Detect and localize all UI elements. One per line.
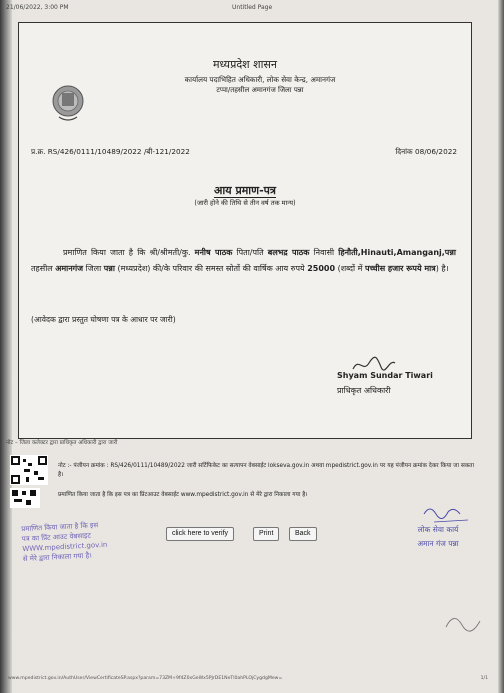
print-button[interactable]: Print xyxy=(253,527,279,541)
attestation-stamp-right: लोक सेवा कार्य अमान गंज पन्ना xyxy=(417,525,459,548)
reference-number: प्र.क्र. RS/426/0111/10489/2022 /बी-121/2022 xyxy=(31,147,190,156)
office-line: कार्यालय पदाभिहित अधिकारी, लोक सेवा केन्द्र, अमानगंज xyxy=(184,75,336,84)
barcode-icon xyxy=(10,488,40,508)
certificate xyxy=(18,22,472,439)
issuer-caption: नोट – जिला कलेक्टर द्वारा प्राधिकृत अधिकारी द्वारा जारी xyxy=(6,440,118,446)
back-button[interactable]: Back xyxy=(289,527,317,541)
print-url: www.mpedistrict.gov.in/AuthUser/ViewCertificateSP.aspx?param=73ZM+9f4Z0xGeWx5PJrDE1NeTl0ahPLOjCygdgMew= xyxy=(8,676,283,681)
validity-note: (जारी होने की तिथि से तीन वर्ष तक मान्य) xyxy=(194,199,296,207)
print-datetime: 21/06/2022, 3:00 PM xyxy=(6,4,69,11)
print-page-title: Untitled Page xyxy=(232,4,273,11)
applicant-name: मनीष पाठक xyxy=(194,248,233,257)
scan-shadow xyxy=(0,0,12,693)
handwritten-mark xyxy=(440,605,490,635)
verify-button[interactable]: click here to verify xyxy=(166,527,234,541)
income-amount: 25000 xyxy=(307,264,336,273)
qr-code-icon xyxy=(10,455,48,485)
declaration: (आवेदक द्वारा प्रस्तुत घोषणा पत्र के आधार पर जारी) xyxy=(31,315,176,324)
district: पन्ना xyxy=(103,264,115,273)
page-number: 1/1 xyxy=(480,676,488,681)
issue-date: दिनांक 08/06/2022 xyxy=(395,147,457,156)
printout-note: प्रमाणित किया जाता है कि इस पत्र का प्रिंटआउट वेबसाईट www.mpedistrict.gov.in से मेरे द्वारा निकाला गया है। xyxy=(58,492,308,498)
address: हिनौती,Hinauti,Amanganj,पन्ना xyxy=(338,248,456,257)
tehsil: अमानगंज xyxy=(55,264,84,273)
government-title: मध्यप्रदेश शासन xyxy=(212,58,278,71)
signer-name: Shyam Sundar Tiwari xyxy=(337,371,433,380)
attestation-stamp-left: प्रमाणित किया जाता है कि इस पत्र का प्रिंट आउट वेबसाइट WWW.mpedistrict.gov.in से मेरे द्वारा निकाला गया है। xyxy=(21,521,108,564)
verification-note: नोट :- पंजीयन क्रमांक : RS/426/0111/10489/2022 जारी सर्टिफिकेट का सत्यापन वेबसाईट lokseva.gov.in अथवा mpedistrict.gov.in पर यह पंजीयन क्रमांक देकर किया जा सकता है। xyxy=(58,463,474,478)
signer-designation: प्राधिकृत अधिकारी xyxy=(337,386,391,395)
scan-shadow xyxy=(498,0,504,693)
father-name: बलभद्र पाठक xyxy=(267,248,310,257)
tehsil-line: टप्पा/तहसील अमानगंज जिला पन्ना xyxy=(216,86,304,94)
certificate-title: आय प्रमाण-पत्र xyxy=(214,184,276,197)
income-words: पच्चीस हजार रूपये मात्र xyxy=(365,264,436,273)
certificate-body: प्रमाणित किया जाता है कि श्री/श्रीमती/कु. मनीष पाठक पिता/पति बलभद्र पाठक निवासी हिनौती,Hinauti,Amanganj,पन्ना तहसील अमानगंज जिला पन्ना (मध्यप्रदेश) की/के परिवार की समस्त स्रोतों की वार्षिक आय रुपये 25000 (शब्दों में पच्चीस हजार रूपये मात्र) है। xyxy=(31,248,456,273)
